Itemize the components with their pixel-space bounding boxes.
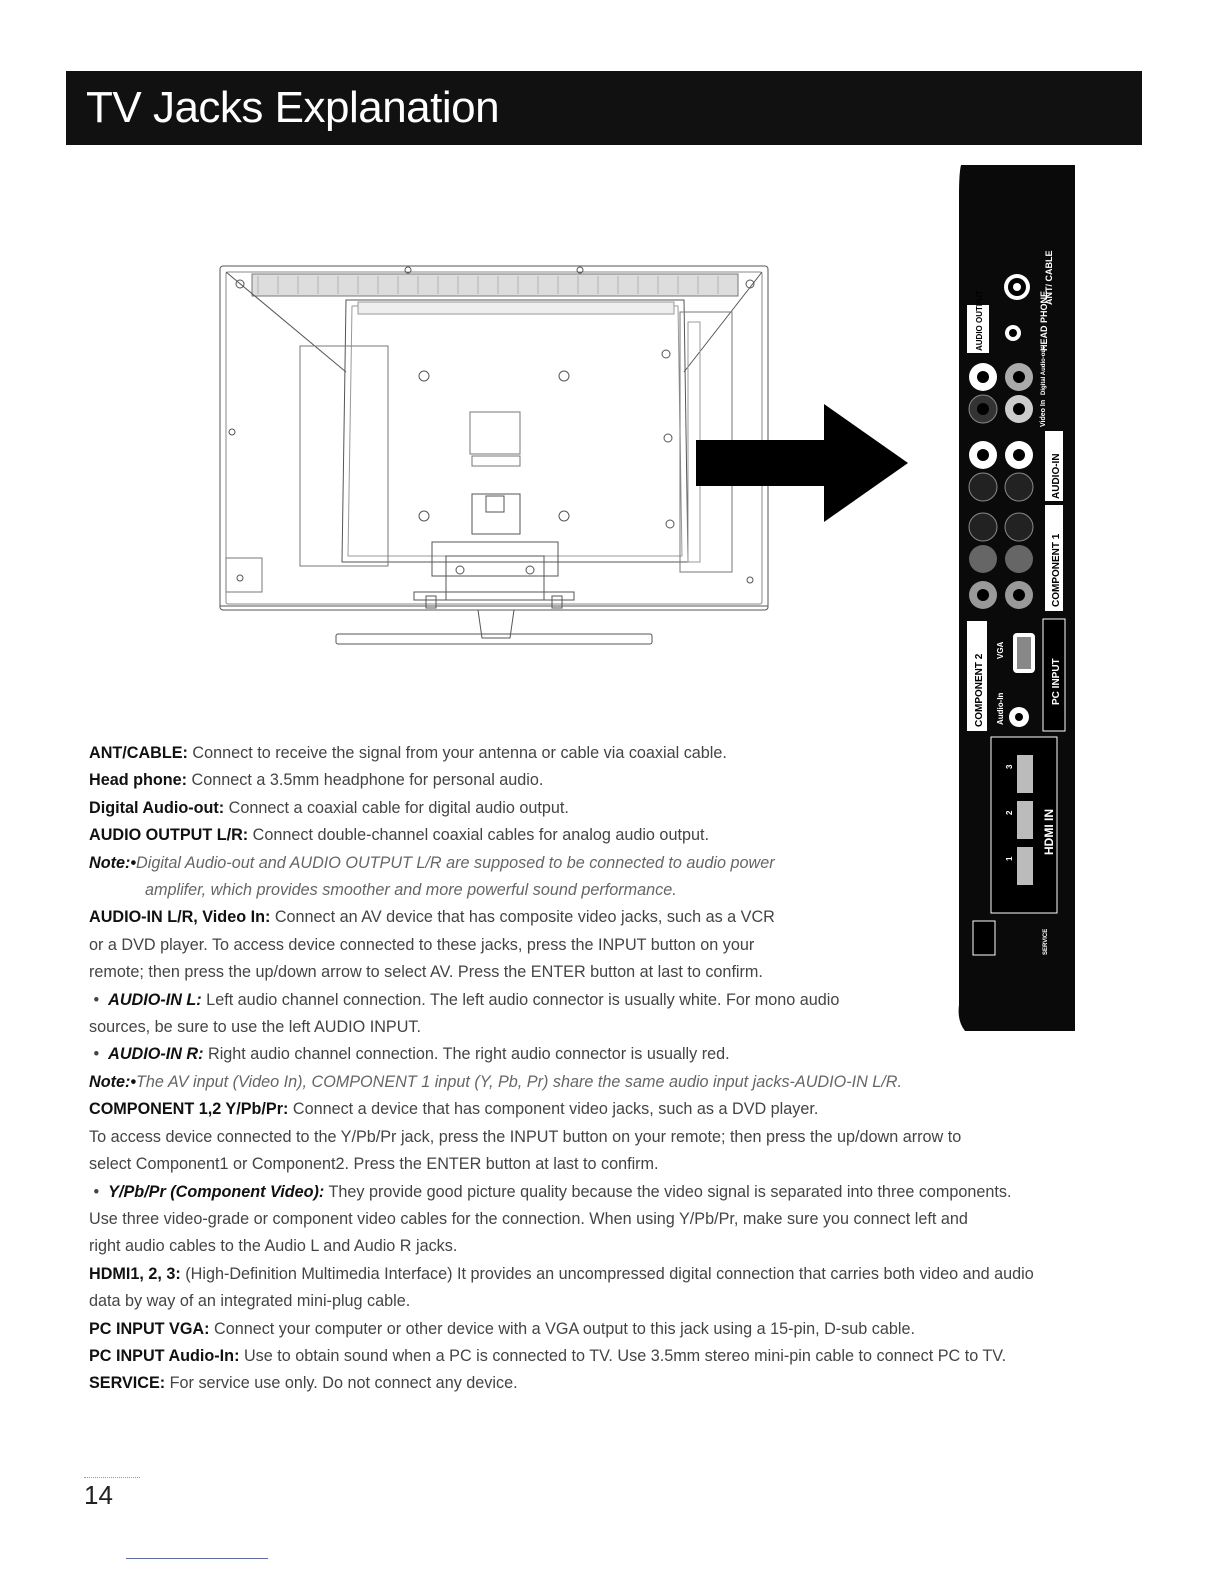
audio-in-desc-2: or a DVD player. To access device connected to these jacks, press the INPUT button on your	[89, 935, 755, 954]
vga-label: VGA	[996, 641, 1005, 659]
component1-label: COMPONENT 1	[1051, 533, 1062, 607]
pc-vga-desc: PC INPUT VGA: Connect your computer or other device with a VGA output to this jack using a 15-pin, D-sub cable.	[89, 1319, 915, 1338]
video-in-label: Video In	[1040, 399, 1047, 427]
audio-in-l-bullet-2: sources, be sure to use the left AUDIO INPUT.	[89, 1018, 421, 1037]
service-desc: SERVICE: For service use only. Do not connect any device.	[89, 1374, 518, 1393]
note-2: Note:•The AV input (Video In), COMPONENT 1 input (Y, Pb, Pr) share the same audio input jacks-AUDIO-IN L/R.	[89, 1072, 902, 1091]
audio-in-desc: AUDIO-IN L/R, Video In: Connect an AV device that has composite video jacks, such as a VCR	[89, 908, 775, 927]
audio-in-l-bullet: • AUDIO-IN L: Left audio channel connection. The left audio connector is usually white. For mono audio	[89, 990, 840, 1009]
hdmi-desc-2: data by way of an integrated mini-plug cable.	[89, 1292, 411, 1311]
audio-in-label: AUDIO-IN	[1051, 453, 1062, 499]
ant-cable-desc: ANT/CABLE: Connect to receive the signal from your antenna or cable via coaxial cable.	[89, 744, 727, 762]
page-number: 14	[84, 1480, 113, 1510]
hdmi-2-label: 2	[1005, 810, 1014, 815]
component2-label: COMPONENT 2	[974, 653, 985, 727]
audio-output-desc: AUDIO OUTPUT L/R: Connect double-channel coaxial cables for analog audio output.	[89, 826, 709, 845]
digital-audio-out-label: Digital Audio-out	[1041, 346, 1047, 395]
ant-cable-label: ANT/ CABLE	[1044, 250, 1054, 305]
audio-in-pc-label: Audio-In	[996, 692, 1005, 725]
title-bar	[66, 71, 1142, 145]
head-phone-label: HEAD PHONE	[1039, 290, 1049, 351]
component-desc-2: To access device connected to the Y/Pb/Pr jack, press the INPUT button on your remote; then press the up/down arrow to	[89, 1127, 962, 1146]
note-1-cont: amplifer, which provides smoother and more powerful sound performance.	[145, 881, 677, 900]
pc-input-label: PC INPUT	[1051, 658, 1062, 705]
note-1: Note:•Digital Audio-out and AUDIO OUTPUT L/R are supposed to be connected to audio power	[89, 853, 775, 872]
ypbpr-bullet-2: Use three video-grade or component video cables for the connection. When using Y/Pb/Pr, make sure you connect left and	[89, 1209, 968, 1228]
page-number-rule	[84, 1477, 140, 1478]
head-phone-desc: Head phone: Connect a 3.5mm headphone for personal audio.	[89, 771, 544, 790]
service-label: SERVICE	[1043, 928, 1049, 955]
page-title: TV Jacks Explanation	[86, 83, 500, 132]
audio-output-label: AUDIO OUTPUT	[975, 290, 984, 351]
digital-audio-out-desc: Digital Audio-out: Connect a coaxial cable for digital audio output.	[89, 798, 569, 817]
hdmi-desc: HDMI1, 2, 3: (High-Definition Multimedia Interface) It provides an uncompressed digital connection that carries both video and audio	[89, 1264, 1034, 1283]
hdmi-1-label: 1	[1005, 856, 1014, 861]
ypbpr-bullet: • Y/Pb/Pr (Component Video): They provide good picture quality because the video signal is separated into three components.	[89, 1182, 1012, 1201]
component-desc-3: select Component1 or Component2. Press the ENTER button at last to confirm.	[89, 1155, 659, 1174]
tv-back-illustration	[218, 262, 770, 654]
footer-rule	[126, 1558, 268, 1559]
pc-audio-desc: PC INPUT Audio-In: Use to obtain sound when a PC is connected to TV. Use 3.5mm stereo mini-pin cable to connect PC to TV.	[89, 1346, 1007, 1365]
arrow-right-icon	[696, 404, 908, 522]
hdmi-in-label: HDMI IN	[1042, 809, 1056, 855]
audio-in-r-bullet: • AUDIO-IN R: Right audio channel connection. The right audio connector is usually red.	[89, 1045, 730, 1064]
audio-in-desc-3: remote; then press the up/down arrow to select AV. Press the ENTER button at last to confirm.	[89, 963, 763, 982]
jack-descriptions	[89, 740, 1179, 1398]
component-desc: COMPONENT 1,2 Y/Pb/Pr: Connect a device that has component video jacks, such as a DVD player.	[89, 1100, 819, 1119]
ypbpr-bullet-3: right audio cables to the Audio L and Audio R jacks.	[89, 1237, 458, 1256]
hdmi-3-label: 3	[1005, 764, 1014, 769]
